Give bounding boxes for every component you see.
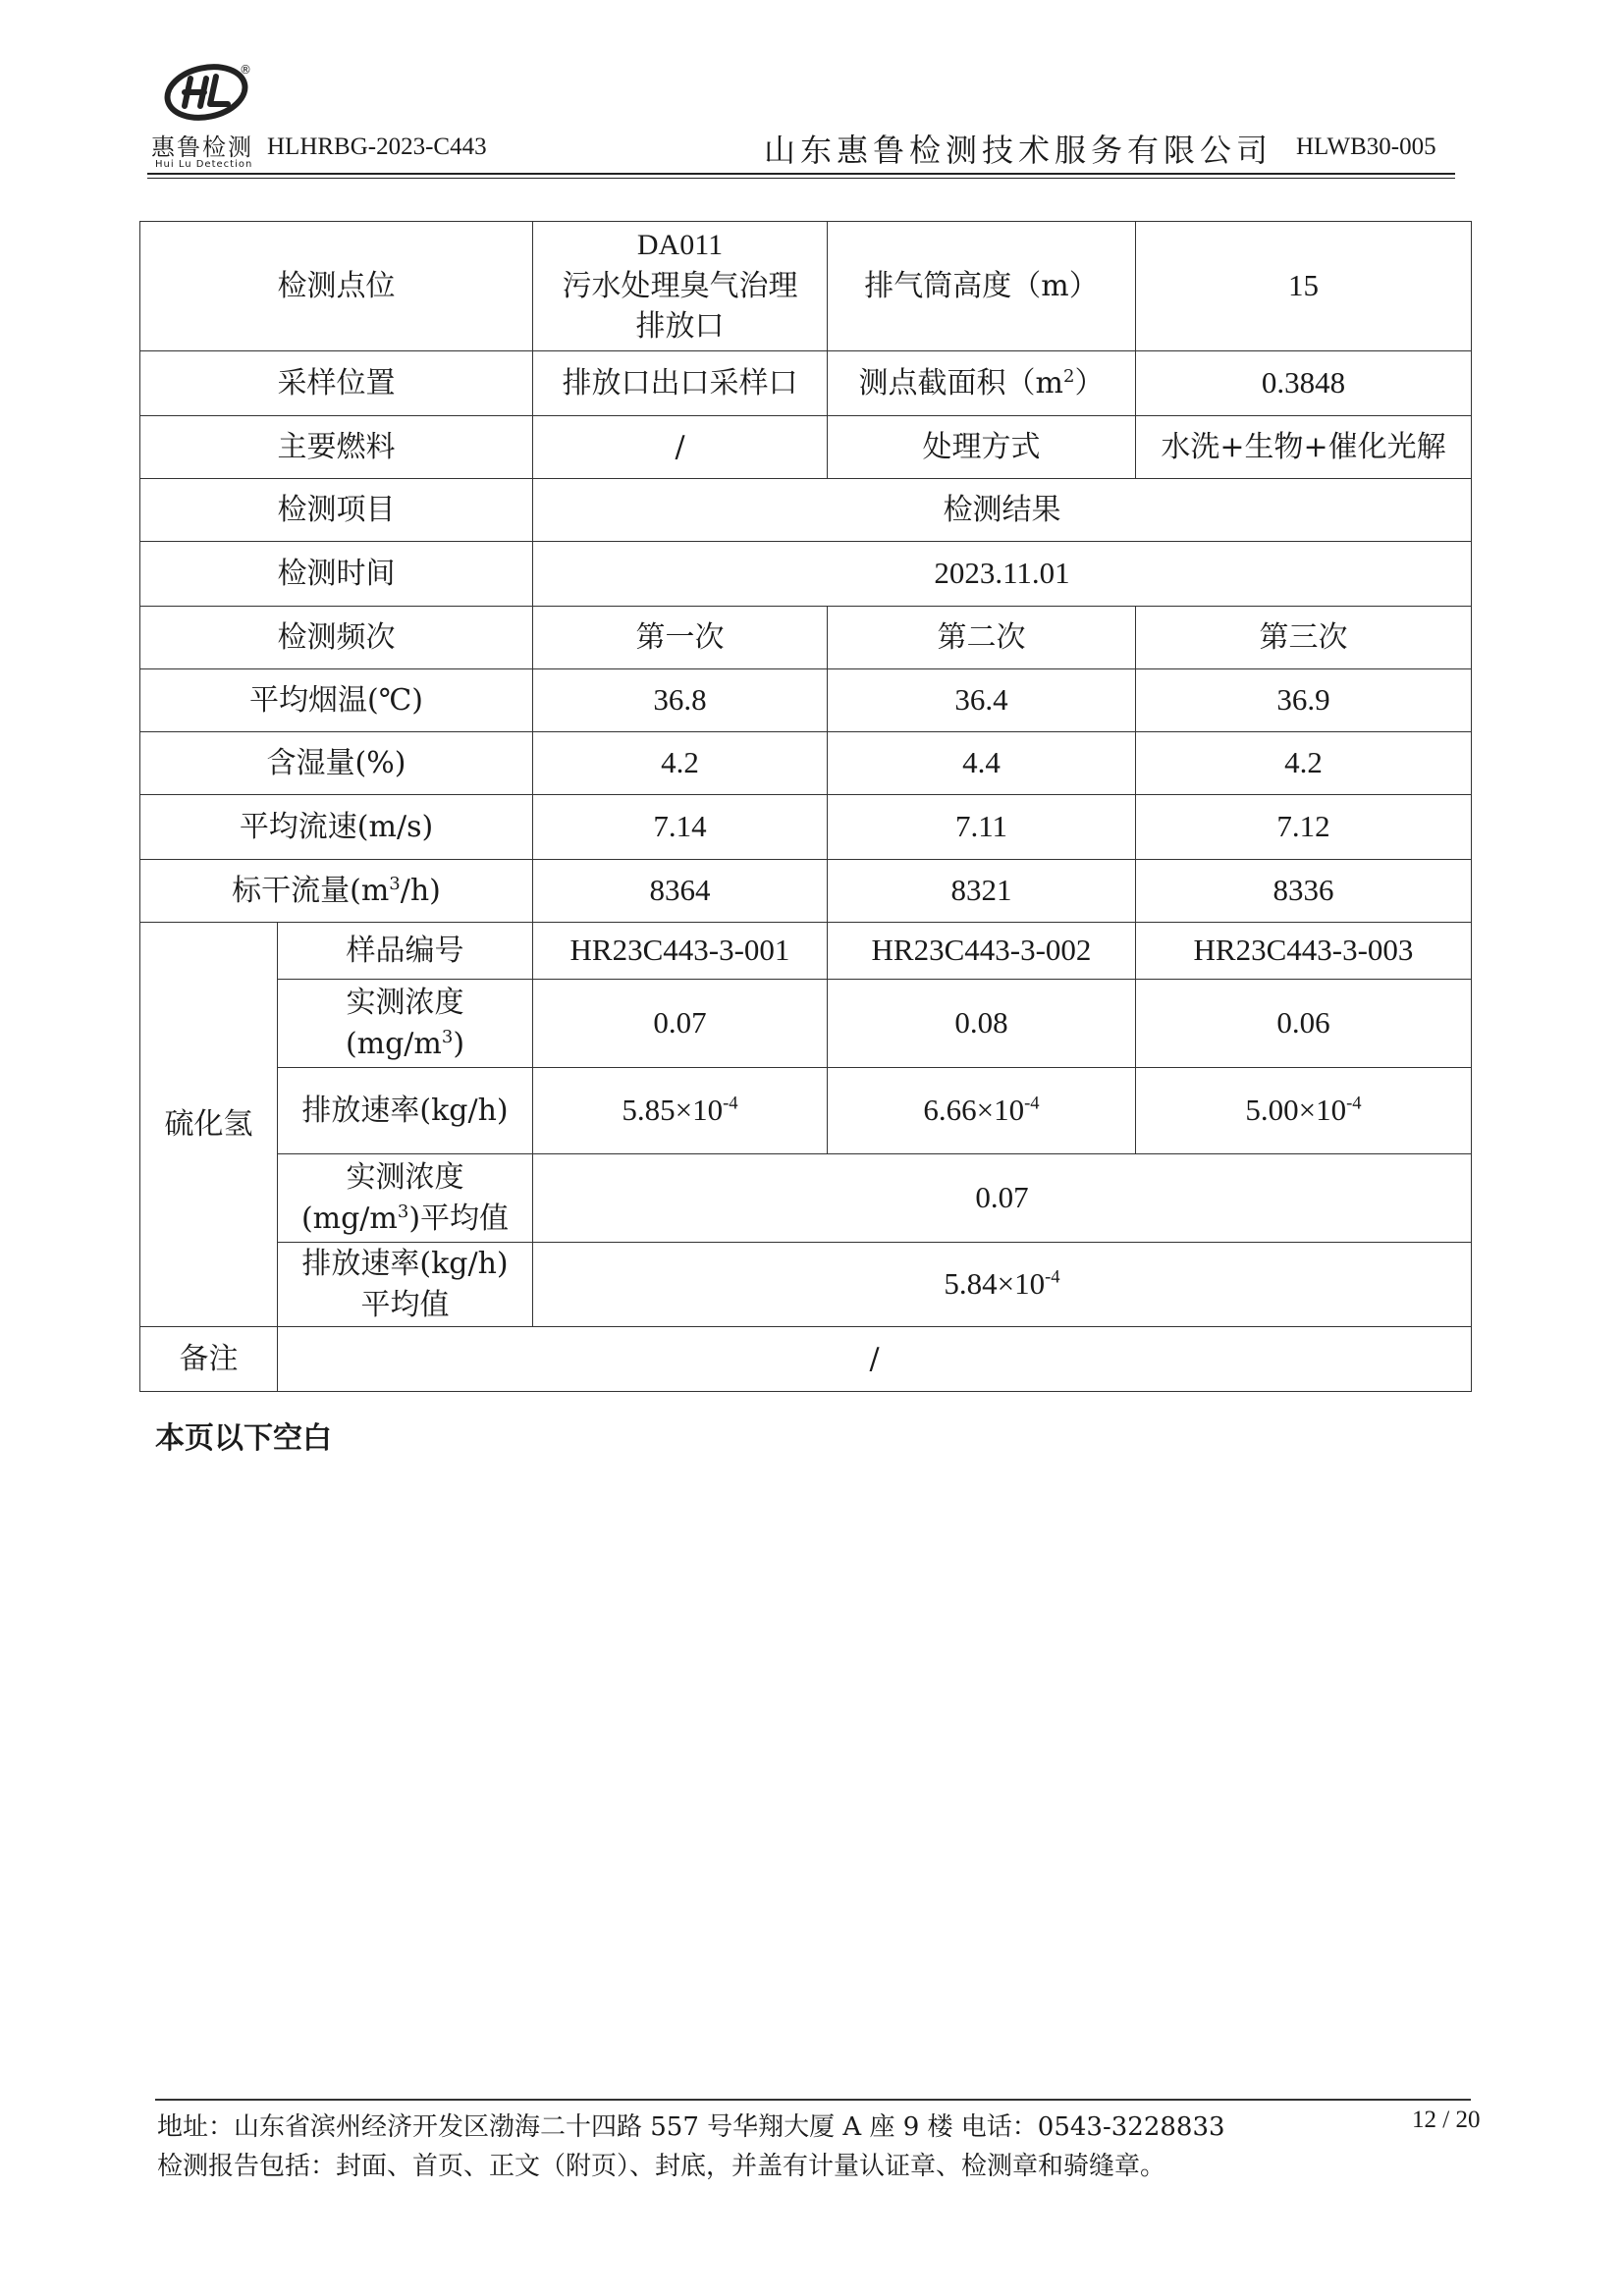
blank-below-note: 本页以下空白 [155, 1421, 332, 1456]
flow-label: 标干流量$(m^3/h)$ [140, 860, 533, 923]
pollutant-name: 硫化氢 [140, 923, 278, 1327]
concentration-1: 0.07 [533, 980, 828, 1068]
velocity-2: 7.11 [828, 795, 1136, 860]
company-name: 山东惠鲁检测技术服务有限公司 [764, 132, 1273, 169]
table-row [140, 1154, 1472, 1243]
time-label: 检测时间 [140, 542, 533, 607]
table-row [140, 222, 1472, 351]
frequency-2: 第二次 [828, 607, 1136, 669]
header-rule [147, 173, 1455, 175]
sample-id-2: HR23C443-3-002 [828, 923, 1136, 980]
concentration-2: 0.08 [828, 980, 1136, 1068]
logo-text-cn: 惠鲁检测 [151, 133, 253, 161]
table-row [140, 732, 1472, 795]
table-row [140, 416, 1472, 479]
sample-id-1: HR23C443-3-001 [533, 923, 828, 980]
hl-logo-icon [161, 61, 251, 122]
table-row [140, 923, 1472, 980]
temperature-3: 36.9 [1136, 669, 1472, 732]
flow-3: 8336 [1136, 860, 1472, 923]
emission-rate-3: $5.00\times 10^{-4}$ [1136, 1068, 1472, 1154]
remarks-label: 备注 [140, 1327, 278, 1392]
point-label: 检测点位 [140, 222, 533, 351]
footer-includes: 检测报告包括：封面、首页、正文（附页）、封底，并盖有计量认证章、检测章和骑缝章。 [157, 2152, 1166, 2181]
table-row [140, 1243, 1472, 1327]
section-area-label: 测点截面积$(m^2)$ [828, 351, 1136, 416]
velocity-3: 7.12 [1136, 795, 1472, 860]
registered-mark: ® [240, 63, 251, 77]
moisture-1: 4.2 [533, 732, 828, 795]
flow-2: 8321 [828, 860, 1136, 923]
report-number: HLHRBG-2023-C443 [267, 133, 487, 160]
frequency-3: 第三次 [1136, 607, 1472, 669]
sample-position-value: 排放口出口采样口 [533, 351, 828, 416]
stack-height-value: 15 [1136, 222, 1472, 351]
moisture-3: 4.2 [1136, 732, 1472, 795]
stack-height-label: 排气筒高度（m） [828, 222, 1136, 351]
concentration-avg-label: 实测浓度 $(mg/m^3)$平均值 [278, 1154, 533, 1243]
velocity-1: 7.14 [533, 795, 828, 860]
point-name-2: 排放口 [635, 309, 725, 345]
emission-rate-avg-label: 排放速率(kg/h) 平均值 [278, 1243, 533, 1327]
section-area-value: 0.3848 [1136, 351, 1472, 416]
table-row [140, 860, 1472, 923]
treatment-value: 水洗+生物+催化光解 [1136, 416, 1472, 479]
emission-rate-avg: $5.84\times 10^{-4}$ [533, 1243, 1472, 1327]
flow-1: 8364 [533, 860, 828, 923]
table-row [140, 669, 1472, 732]
logo-text-en: Hui Lu Detection [155, 159, 253, 170]
form-number: HLWB30-005 [1296, 133, 1436, 160]
header-rule-thin [147, 178, 1455, 179]
emission-rate-label: 排放速率(kg/h) [278, 1068, 533, 1154]
table-row [140, 980, 1472, 1068]
table-row [140, 795, 1472, 860]
temperature-1: 36.8 [533, 669, 828, 732]
table-row [140, 1327, 1472, 1392]
emission-rate-1: $5.85\times 10^{-4}$ [533, 1068, 828, 1154]
fuel-label: 主要燃料 [140, 416, 533, 479]
table-row [140, 542, 1472, 607]
footer-rule [155, 2099, 1471, 2101]
emission-rate-2: $6.66\times 10^{-4}$ [828, 1068, 1136, 1154]
temperature-2: 36.4 [828, 669, 1136, 732]
concentration-label: 实测浓度 $(mg/m^3)$ [278, 980, 533, 1068]
sample-position-label: 采样位置 [140, 351, 533, 416]
table-row [140, 351, 1472, 416]
moisture-2: 4.4 [828, 732, 1136, 795]
company-logo [147, 61, 263, 171]
point-id: DA011 [636, 229, 724, 262]
concentration-avg: 0.07 [533, 1154, 1472, 1243]
table-row [140, 1068, 1472, 1154]
sample-id-3: HR23C443-3-003 [1136, 923, 1472, 980]
footer-address: 地址：山东省滨州经济开发区渤海二十四路 557 号华翔大厦 A 座 9 楼 电话：0543-3228833 [157, 2112, 1225, 2142]
treatment-label: 处理方式 [828, 416, 1136, 479]
fuel-value: / [533, 416, 828, 479]
point-name: 污水处理臭气治理 [562, 268, 798, 303]
table-row [140, 479, 1472, 542]
remarks-value: / [278, 1327, 1472, 1392]
item-label: 检测项目 [140, 479, 533, 542]
moisture-label: 含湿量(%) [140, 732, 533, 795]
velocity-label: 平均流速(m/s) [140, 795, 533, 860]
page-number: 12 / 20 [1412, 2107, 1481, 2133]
frequency-label: 检测频次 [140, 607, 533, 669]
frequency-1: 第一次 [533, 607, 828, 669]
concentration-3: 0.06 [1136, 980, 1472, 1068]
temperature-label: 平均烟温(℃) [140, 669, 533, 732]
table-row [140, 607, 1472, 669]
result-label: 检测结果 [533, 479, 1472, 542]
results-table [139, 221, 1472, 1392]
point-value [533, 222, 828, 351]
time-value: 2023.11.01 [533, 542, 1472, 607]
sample-id-label: 样品编号 [278, 923, 533, 980]
